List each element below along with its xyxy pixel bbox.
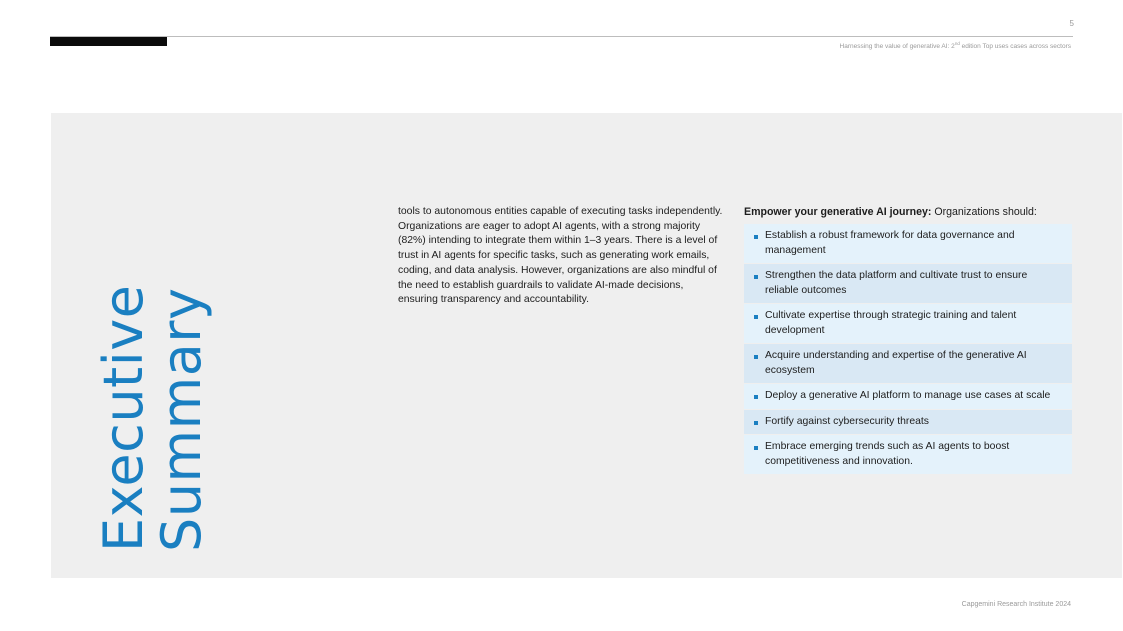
bullet-icon: [754, 315, 758, 319]
list-item-text: Acquire understanding and expertise of the generative AI ecosystem: [765, 350, 1027, 376]
page-number: 5: [1069, 19, 1074, 28]
list-item-text: Deploy a generative AI platform to manage use cases at scale: [765, 390, 1051, 401]
footer-credit: Capgemini Research Institute 2024: [961, 601, 1071, 608]
section-title-line1: Executive: [92, 284, 155, 552]
recommendations-heading-bold: Empower your generative AI journey:: [744, 206, 932, 218]
report-title-pre: Harnessing the value of generative AI: 2: [839, 43, 955, 50]
summary-paragraph: tools to autonomous entities capable of executing tasks independently. Organizations are eager to adopt AI agents, with a strong majority (82%) intending to integrate them within 1–3 years. There is a level of trust in AI agents for specific tasks, such as generating work emails, coding, and data analysis. However, organizations are also mindful of the need to establish guardrails to validate AI-made decisions, ensuring transparency and accountability.: [398, 206, 723, 306]
bullet-icon: [754, 446, 758, 450]
section-title-line2: Summary: [150, 287, 213, 552]
list-item: [744, 264, 1072, 303]
report-title-sup: nd: [954, 41, 960, 46]
bullet-icon: [754, 235, 758, 239]
list-item-text: Fortify against cybersecurity threats: [765, 415, 930, 427]
list-item: [744, 384, 1072, 409]
list-item: [744, 410, 1072, 435]
list-item-text: Embrace emerging trends such as AI agents to boost competitiveness and innovation.: [765, 441, 1010, 467]
list-item: [744, 304, 1072, 343]
bullet-icon: [754, 355, 758, 359]
list-item-text: Cultivate expertise through strategic training and talent development: [765, 310, 1017, 336]
section-title: [92, 252, 213, 552]
report-title-post: edition Top uses cases across sectors: [959, 43, 1071, 50]
list-item: [744, 224, 1072, 263]
bullet-icon: [754, 421, 758, 425]
list-item-text: Establish a robust framework for data governance and management: [765, 230, 1015, 256]
recommendations-heading: [744, 205, 1074, 219]
bullet-icon: [754, 395, 758, 399]
recommendations-list: [744, 224, 1072, 474]
list-item-text: Strengthen the data platform and cultivate trust to ensure reliable outcomes: [765, 270, 1028, 296]
header-divider: [50, 36, 1073, 37]
list-item: [744, 344, 1072, 383]
list-item: [744, 435, 1072, 474]
report-title: [840, 41, 1071, 50]
recommendations-heading-rest: Organizations should:: [931, 206, 1037, 218]
bullet-icon: [754, 275, 758, 279]
recommendations-box: [744, 205, 1074, 474]
header-accent-bar: [50, 37, 167, 46]
